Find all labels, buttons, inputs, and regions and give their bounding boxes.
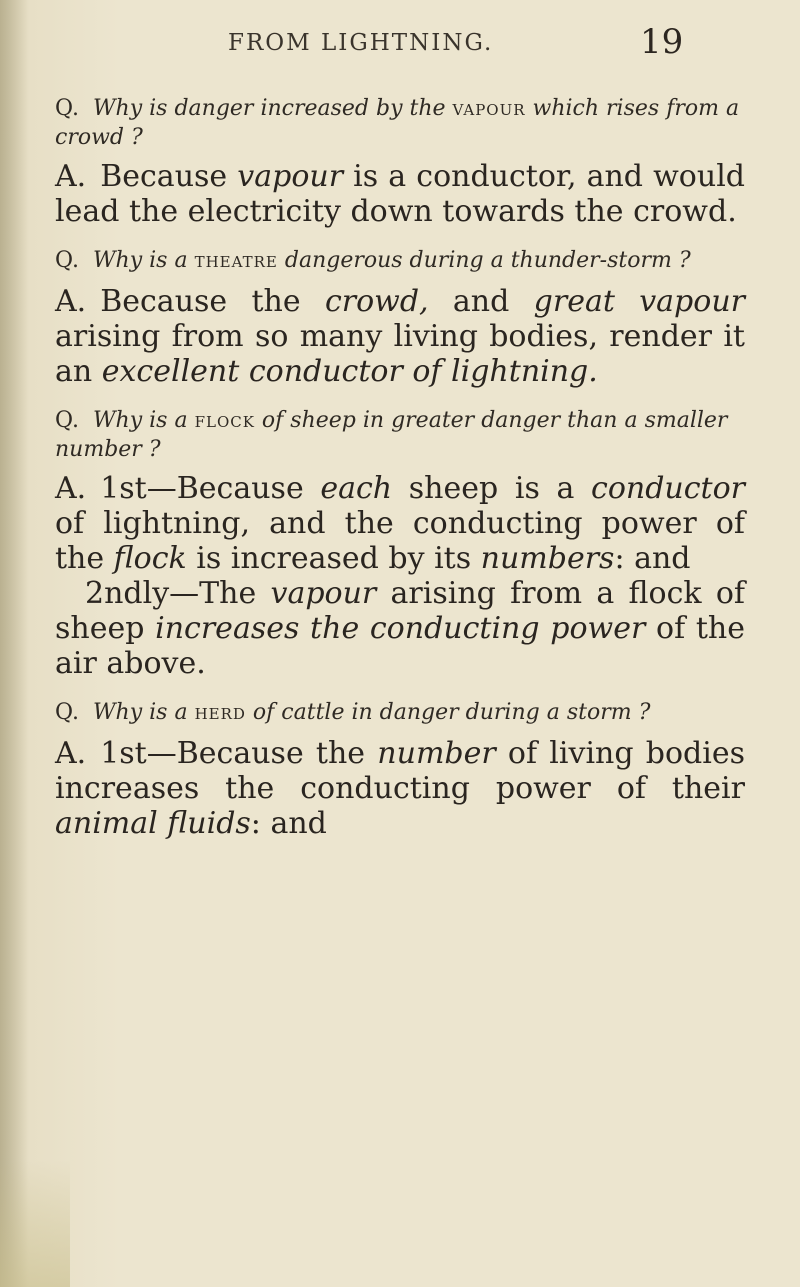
answer-emphasis: number xyxy=(377,736,496,771)
question-text: which rises from a crowd ? xyxy=(55,96,740,150)
answer-text: arising from so many living bodies, render it an xyxy=(55,319,745,389)
answer-theatre xyxy=(55,284,745,389)
answer-emphasis: crowd, xyxy=(324,284,429,319)
question-herd xyxy=(55,699,745,728)
question-flock xyxy=(55,407,745,463)
answer-text: 2ndly—The xyxy=(85,576,271,611)
question-keyword: THEATRE xyxy=(194,253,278,271)
answer-emphasis: vapour xyxy=(237,159,344,194)
answer-text: 1st—Because the xyxy=(100,736,378,771)
question-label: Q. xyxy=(55,700,79,725)
answer-label: A. xyxy=(55,471,87,506)
answer-text: 1st—Because xyxy=(100,471,321,506)
question-text: Why is a xyxy=(92,700,195,725)
answer-emphasis: numbers xyxy=(480,541,615,576)
answer-text: sheep is a xyxy=(392,471,592,506)
question-keyword: HERD xyxy=(194,705,246,723)
answer-label: A. xyxy=(55,736,87,771)
answer-flock xyxy=(55,471,745,576)
answer-text: of lightning, and the conducting power of the xyxy=(55,506,745,576)
answer-text: Because xyxy=(100,159,238,194)
page-corner-stain xyxy=(0,1160,70,1287)
page-number: 19 xyxy=(640,22,684,62)
question-text: dangerous during a thunder-storm ? xyxy=(277,248,691,273)
question-text: Why is a xyxy=(92,408,195,433)
answer-emphasis: animal fluids xyxy=(55,806,251,841)
question-text: of sheep in greater danger than a smaller number ? xyxy=(55,408,728,462)
answer-herd xyxy=(55,736,745,841)
running-head xyxy=(0,22,800,62)
answer-text: of living bodies increases the conducting power of their xyxy=(55,736,746,806)
answer-text: : and xyxy=(614,541,691,576)
answer-text: and xyxy=(428,284,534,319)
running-head-title: FROM LIGHTNING. xyxy=(228,30,494,56)
question-text: of cattle in danger during a storm ? xyxy=(245,700,651,725)
question-text: Why is a xyxy=(92,248,195,273)
question-label: Q. xyxy=(55,96,79,121)
question-theatre xyxy=(55,247,745,276)
question-keyword: VAPOUR xyxy=(452,101,526,119)
question-keyword: FLOCK xyxy=(194,413,255,431)
answer-flock-second xyxy=(55,576,745,681)
answer-text: of the air above. xyxy=(55,611,745,681)
answer-text: Because the xyxy=(100,284,325,319)
answer-emphasis: each xyxy=(320,471,393,506)
question-label: Q. xyxy=(55,248,79,273)
page-body xyxy=(55,95,745,859)
answer-emphasis: great vapour xyxy=(533,284,745,319)
question-label: Q. xyxy=(55,408,79,433)
answer-label: A. xyxy=(55,284,87,319)
answer-text: arising from a flock of sheep xyxy=(55,576,746,646)
page-gutter-shadow xyxy=(0,0,28,1287)
answer-emphasis: excellent conductor of lightning. xyxy=(101,354,598,389)
answer-text: is a conductor, and would lead the electricity down towards the crowd. xyxy=(55,159,745,229)
answer-vapour xyxy=(55,159,745,229)
answer-text: is increased by its xyxy=(186,541,481,576)
answer-label: A. xyxy=(55,159,87,194)
question-text: Why is danger increased by the xyxy=(92,96,453,121)
answer-text: : and xyxy=(250,806,327,841)
question-vapour xyxy=(55,95,745,151)
answer-emphasis: increases the conducting power xyxy=(155,611,646,646)
answer-emphasis: conductor xyxy=(591,471,745,506)
answer-emphasis: flock xyxy=(113,541,187,576)
answer-emphasis: vapour xyxy=(270,576,377,611)
